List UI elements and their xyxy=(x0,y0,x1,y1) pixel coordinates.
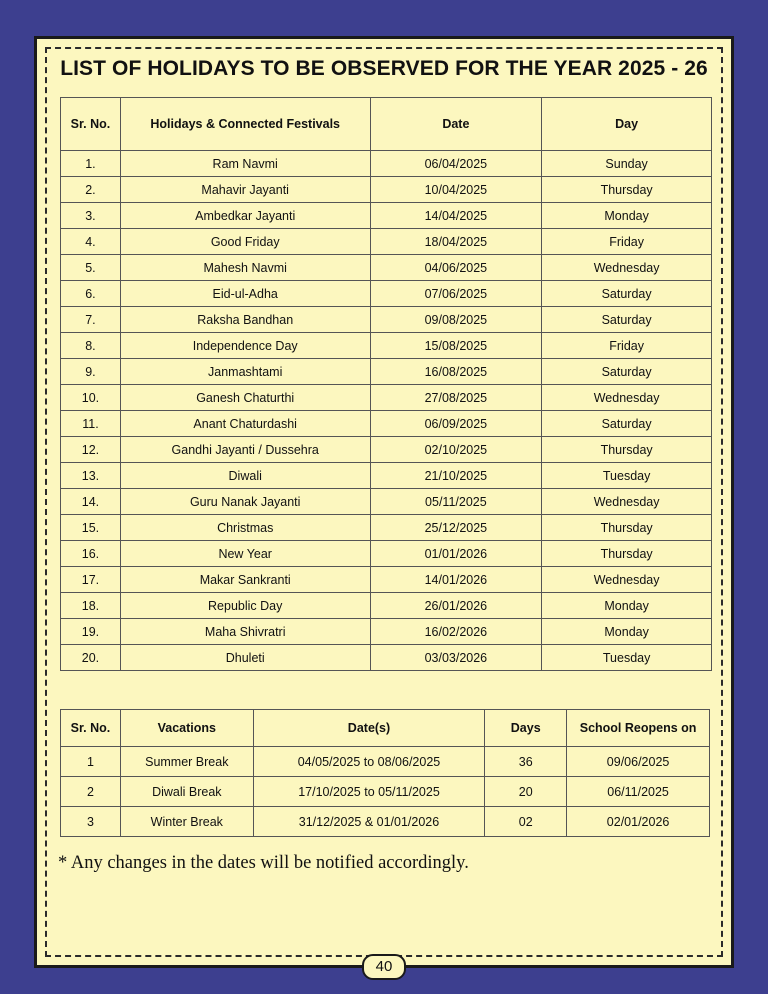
cell-sr-no: 1 xyxy=(61,747,121,777)
vacations-header-row xyxy=(61,710,710,747)
table-row xyxy=(61,307,712,333)
cell-dates: 31/12/2025 & 01/01/2026 xyxy=(253,807,485,837)
cell-vacation: Diwali Break xyxy=(120,777,253,807)
cell-sr-no: 15. xyxy=(61,515,121,541)
table-row xyxy=(61,567,712,593)
table-row xyxy=(61,619,712,645)
cell-day: Wednesday xyxy=(542,489,712,515)
header-date: Date xyxy=(370,98,542,151)
cell-holiday: Guru Nanak Jayanti xyxy=(120,489,370,515)
table-row xyxy=(61,281,712,307)
cell-holiday: Eid-ul-Adha xyxy=(120,281,370,307)
cell-date: 06/09/2025 xyxy=(370,411,542,437)
table-row xyxy=(61,151,712,177)
cell-sr-no: 17. xyxy=(61,567,121,593)
cell-sr-no: 12. xyxy=(61,437,121,463)
cell-date: 06/04/2025 xyxy=(370,151,542,177)
cell-holiday: Diwali xyxy=(120,463,370,489)
cell-sr-no: 20. xyxy=(61,645,121,671)
cell-day: Wednesday xyxy=(542,255,712,281)
cell-sr-no: 16. xyxy=(61,541,121,567)
table-row xyxy=(61,489,712,515)
cell-holiday: Anant Chaturdashi xyxy=(120,411,370,437)
header-holiday: Holidays & Connected Festivals xyxy=(120,98,370,151)
table-row xyxy=(61,777,710,807)
cell-holiday: New Year xyxy=(120,541,370,567)
cell-date: 14/01/2026 xyxy=(370,567,542,593)
cell-sr-no: 14. xyxy=(61,489,121,515)
header-sr-no: Sr. No. xyxy=(61,98,121,151)
cell-day: Saturday xyxy=(542,359,712,385)
cell-holiday: Mahesh Navmi xyxy=(120,255,370,281)
cell-day: Monday xyxy=(542,593,712,619)
table-row xyxy=(61,255,712,281)
table-row xyxy=(61,593,712,619)
cell-day: Wednesday xyxy=(542,385,712,411)
cell-date: 10/04/2025 xyxy=(370,177,542,203)
cell-date: 15/08/2025 xyxy=(370,333,542,359)
table-row xyxy=(61,385,712,411)
table-row xyxy=(61,177,712,203)
cell-sr-no: 2. xyxy=(61,177,121,203)
cell-sr-no: 19. xyxy=(61,619,121,645)
cell-day: Thursday xyxy=(542,437,712,463)
cell-date: 07/06/2025 xyxy=(370,281,542,307)
cell-holiday: Raksha Bandhan xyxy=(120,307,370,333)
header-day: Day xyxy=(542,98,712,151)
page-number: 40 xyxy=(362,954,406,980)
cell-sr-no: 1. xyxy=(61,151,121,177)
cell-holiday: Good Friday xyxy=(120,229,370,255)
table-row xyxy=(61,807,710,837)
cell-sr-no: 3. xyxy=(61,203,121,229)
cell-days: 02 xyxy=(485,807,567,837)
cell-sr-no: 7. xyxy=(61,307,121,333)
cell-sr-no: 3 xyxy=(61,807,121,837)
cell-sr-no: 10. xyxy=(61,385,121,411)
table-row xyxy=(61,645,712,671)
cell-date: 21/10/2025 xyxy=(370,463,542,489)
cell-day: Saturday xyxy=(542,411,712,437)
cell-day: Saturday xyxy=(542,281,712,307)
holidays-header-row xyxy=(61,98,712,151)
cell-date: 16/02/2026 xyxy=(370,619,542,645)
page-title: LIST OF HOLIDAYS TO BE OBSERVED FOR THE YEAR 2025 - 26 xyxy=(60,57,708,80)
cell-date: 09/08/2025 xyxy=(370,307,542,333)
table-row xyxy=(61,229,712,255)
cell-holiday: Independence Day xyxy=(120,333,370,359)
cell-reopens: 09/06/2025 xyxy=(567,747,710,777)
cell-day: Tuesday xyxy=(542,645,712,671)
cell-dates: 04/05/2025 to 08/06/2025 xyxy=(253,747,485,777)
table-row xyxy=(61,515,712,541)
cell-days: 36 xyxy=(485,747,567,777)
cell-dates: 17/10/2025 to 05/11/2025 xyxy=(253,777,485,807)
cell-date: 26/01/2026 xyxy=(370,593,542,619)
cell-holiday: Maha Shivratri xyxy=(120,619,370,645)
cell-day: Thursday xyxy=(542,177,712,203)
cell-day: Tuesday xyxy=(542,463,712,489)
cell-vacation: Summer Break xyxy=(120,747,253,777)
cell-day: Thursday xyxy=(542,541,712,567)
cell-date: 18/04/2025 xyxy=(370,229,542,255)
document-page xyxy=(34,36,734,975)
holidays-table xyxy=(60,97,712,671)
cell-day: Monday xyxy=(542,203,712,229)
cell-sr-no: 6. xyxy=(61,281,121,307)
cell-day: Wednesday xyxy=(542,567,712,593)
cell-date: 14/04/2025 xyxy=(370,203,542,229)
cell-date: 16/08/2025 xyxy=(370,359,542,385)
table-row xyxy=(61,359,712,385)
table-row xyxy=(61,203,712,229)
cell-date: 04/06/2025 xyxy=(370,255,542,281)
cell-date: 03/03/2026 xyxy=(370,645,542,671)
footnote: * Any changes in the dates will be notified accordingly. xyxy=(58,853,469,873)
cell-holiday: Christmas xyxy=(120,515,370,541)
cell-holiday: Ganesh Chaturthi xyxy=(120,385,370,411)
cell-sr-no: 11. xyxy=(61,411,121,437)
cell-holiday: Ram Navmi xyxy=(120,151,370,177)
cell-holiday: Republic Day xyxy=(120,593,370,619)
cell-sr-no: 9. xyxy=(61,359,121,385)
cell-holiday: Dhuleti xyxy=(120,645,370,671)
vacations-table xyxy=(60,709,710,837)
cell-reopens: 06/11/2025 xyxy=(567,777,710,807)
cell-day: Friday xyxy=(542,229,712,255)
cell-sr-no: 2 xyxy=(61,777,121,807)
header-days: Days xyxy=(485,710,567,747)
cell-sr-no: 18. xyxy=(61,593,121,619)
cell-date: 01/01/2026 xyxy=(370,541,542,567)
cell-sr-no: 13. xyxy=(61,463,121,489)
table-row xyxy=(61,437,712,463)
cell-holiday: Janmashtami xyxy=(120,359,370,385)
cell-date: 27/08/2025 xyxy=(370,385,542,411)
cell-holiday: Ambedkar Jayanti xyxy=(120,203,370,229)
cell-day: Sunday xyxy=(542,151,712,177)
cell-sr-no: 5. xyxy=(61,255,121,281)
header-vacation: Vacations xyxy=(120,710,253,747)
cell-vacation: Winter Break xyxy=(120,807,253,837)
table-row xyxy=(61,747,710,777)
cell-date: 25/12/2025 xyxy=(370,515,542,541)
header-reopens: School Reopens on xyxy=(567,710,710,747)
cell-holiday: Gandhi Jayanti / Dussehra xyxy=(120,437,370,463)
cell-date: 02/10/2025 xyxy=(370,437,542,463)
cell-sr-no: 8. xyxy=(61,333,121,359)
table-row xyxy=(61,541,712,567)
table-row xyxy=(61,411,712,437)
cell-day: Saturday xyxy=(542,307,712,333)
cell-reopens: 02/01/2026 xyxy=(567,807,710,837)
header-sr-no: Sr. No. xyxy=(61,710,121,747)
cell-sr-no: 4. xyxy=(61,229,121,255)
cell-holiday: Mahavir Jayanti xyxy=(120,177,370,203)
cell-day: Friday xyxy=(542,333,712,359)
cell-holiday: Makar Sankranti xyxy=(120,567,370,593)
cell-days: 20 xyxy=(485,777,567,807)
cell-day: Monday xyxy=(542,619,712,645)
table-row xyxy=(61,463,712,489)
cell-date: 05/11/2025 xyxy=(370,489,542,515)
table-row xyxy=(61,333,712,359)
header-dates: Date(s) xyxy=(253,710,485,747)
cell-day: Thursday xyxy=(542,515,712,541)
